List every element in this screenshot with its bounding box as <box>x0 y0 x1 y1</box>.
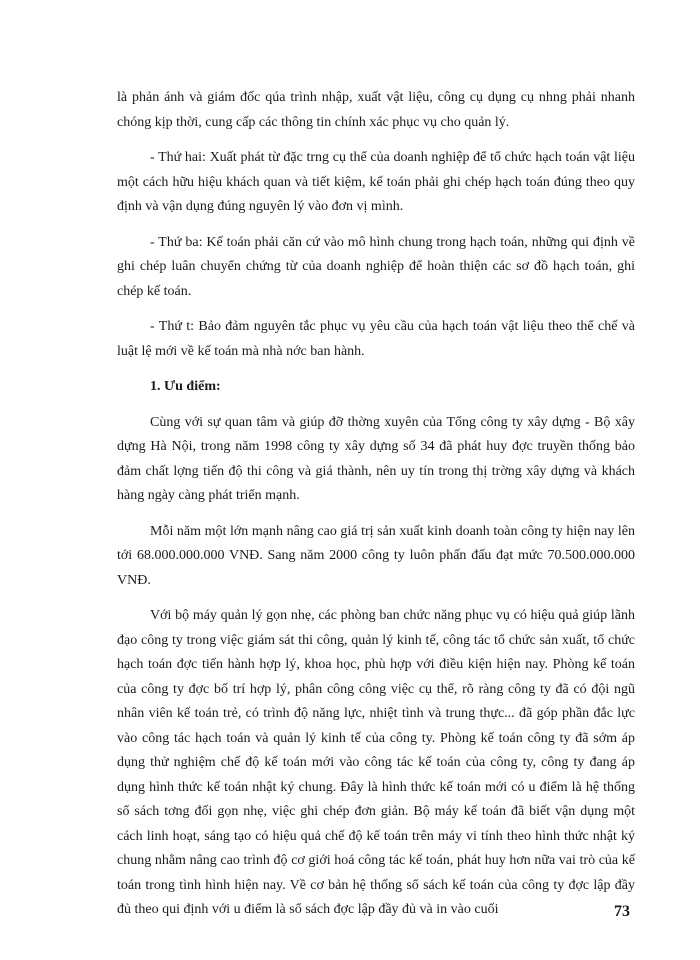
paragraph-continuation: là phản ánh và giám đốc qúa trình nhập, xuất vật liệu, công cụ dụng cụ nhng phải nhanh chóng kịp thời, cung cấp các thông tin chính xác phục vụ cho quản lý. <box>117 90 635 130</box>
paragraph-fourth-point: - Thứ t: Bảo đảm nguyên tắc phục vụ yêu cầu của hạch toán vật liệu theo thể chế và luật lệ mới về kế toán mà nhà nớc ban hành. <box>117 319 635 359</box>
section-heading: 1. Ưu điểm: <box>150 379 221 394</box>
document-body <box>117 86 635 923</box>
paragraph-advantage-1: Cùng với sự quan tâm và giúp đỡ thờng xuyên của Tổng công ty xây dựng - Bộ xây dựng Hà Nội, trong năm 1998 công ty xây dựng số 34 đã phát huy đợc truyền thống bảo đảm chất lợng tiến độ thi công và giá thành, nên uy tín trong thị trờng xây dựng và khách hàng ngày càng phát triển mạnh. <box>117 414 635 503</box>
paragraph-third-point: - Thứ ba: Kế toán phải căn cứ vào mô hình chung trong hạch toán, những qui định về ghi chép luân chuyển chứng từ của doanh nghiệp để hoàn thiện các sơ đồ hạch toán, ghi chép kế toán. <box>117 234 635 299</box>
paragraph-advantage-2: Mỗi năm một lớn mạnh nâng cao giá trị sản xuất kinh doanh toàn công ty hiện nay lên tới 68.000.000.000 VNĐ. Sang năm 2000 công ty luôn phấn đấu đạt mức 70.500.000.000 VNĐ. <box>117 523 635 588</box>
paragraph-advantage-3: Với bộ máy quản lý gọn nhẹ, các phòng ban chức năng phục vụ có hiệu quả giúp lãnh đạo công ty trong việc giám sát thi công, quản lý kinh tế, công tác tổ chức sản xuất, tổ chức hạch toán đợc tiến hành hợp lý, khoa học, phù hợp với điều kiện hiện nay. Phòng kế toán của công ty đợc bố trí hợp lý, phân công công việc cụ thể, rõ ràng công ty đã có đội ngũ nhân viên kế toán trẻ, có trình độ năng lực, nhiệt tình và trung thực... đã góp phần đắc lực vào công tác hạch toán và quản lý kinh tế của công ty. Phòng kế toán công ty đã sớm áp dụng thử nghiệm chế độ kế toán mới vào công tác kế toán của công ty, công ty đang áp dụng hình thức kế toán nhật ký chung. Đây là hình thức kế toán mới có u điểm là hệ thống sổ sách tơng đối gọn nhẹ, việc ghi chép đơn giản. Bộ máy kế toán đã biết vận dụng một cách linh hoạt, sáng tạo có hiệu quả chế độ kế toán trên máy vi tính theo hình thức nhật ký chung nhằm nâng cao trình độ cơ giới hoá công tác kế toán, phát huy hơn nữa vai trò của kế toán trong tình hình hiện nay. Về cơ bản hệ thống sổ sách kế toán của công ty đợc lập đầy đủ theo qui định với u điểm là sổ sách đợc lập đầy đủ và in vào cuối <box>117 608 635 917</box>
page-number: 73 <box>614 903 630 920</box>
paragraph-second-point: - Thứ hai: Xuất phát từ đặc trng cụ thể của doanh nghiệp để tổ chức hạch toán vật liệu một cách hữu hiệu khách quan và tiết kiệm, kế toán phải ghi chép hạch toán đúng theo quy định và vận dụng đúng nguyên lý vào đơn vị mình. <box>117 150 635 214</box>
